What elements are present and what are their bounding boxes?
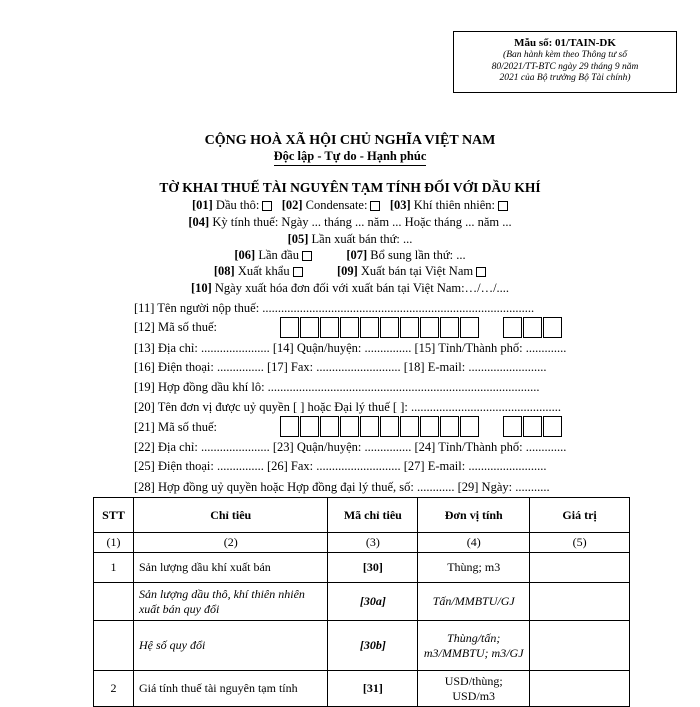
agent-contract-row[interactable]: [28] Hợp đồng uỷ quyền hoặc Hợp đồng đại lý thuế, số: ............ [29] Ngày: ........... [134, 480, 550, 494]
motto: Độc lập - Tự do - Hạnh phúc [0, 149, 700, 164]
row-stt: 2 [94, 671, 134, 707]
crude-oil-checkbox[interactable] [262, 201, 272, 211]
row-value-cell[interactable] [530, 583, 630, 621]
agent-tax-id-suffix-boxes[interactable] [503, 416, 563, 437]
row-indicator: Sản lượng dầu thô, khí thiên nhiên xuất bán quy đổi [133, 583, 327, 621]
tax-id-label: [12] Mã số thuế: [134, 320, 217, 334]
table-row [94, 553, 630, 583]
domestic-sale-checkbox[interactable] [476, 267, 486, 277]
form-reference-box [453, 31, 677, 93]
sale-number-row: [05] Lần xuất bán thứ: ... [287, 232, 413, 246]
row-value-cell[interactable] [530, 671, 630, 707]
product-type-row: [01] Dầu thô: [02] Condensate: [03] Khí thiên nhiên: [0, 198, 700, 213]
tax-period-row: [04] Kỳ tính thuế: Ngày ... tháng ... năm ... Hoặc tháng ... năm ... [188, 215, 512, 229]
row-unit: Thùng; m3 [418, 553, 530, 583]
row-code: [30] [328, 553, 418, 583]
col-number: (1) [94, 533, 134, 553]
row-indicator: Sản lượng dầu khí xuất bán [133, 553, 327, 583]
row-unit: Tấn/MMBTU/GJ [418, 583, 530, 621]
row-unit: Thùng/tấn; m3/MMBTU; m3/GJ [418, 621, 530, 671]
header-code: Mã chỉ tiêu [328, 498, 418, 533]
table-row [94, 671, 630, 707]
header-stt: STT [94, 498, 134, 533]
row-stt: 1 [94, 553, 134, 583]
row-value-cell[interactable] [530, 621, 630, 671]
col-number: (5) [530, 533, 630, 553]
header-unit: Đơn vị tính [418, 498, 530, 533]
export-checkbox[interactable] [293, 267, 303, 277]
authorized-agent-field[interactable]: [20] Tên đơn vị được uỷ quyền [ ] hoặc Đại lý thuế [ ]: ................................................ [134, 400, 561, 414]
condensate-checkbox[interactable] [370, 201, 380, 211]
form-note-line: 2021 của Bộ trưởng Bộ Tài chính) [499, 73, 631, 83]
oil-contract-field[interactable]: [19] Hợp đồng dầu khí lô: ....................................................................................... [134, 380, 540, 394]
row-code: [31] [328, 671, 418, 707]
form-note-line: (Ban hành kèm theo Thông tư số [503, 50, 627, 60]
col-number: (4) [418, 533, 530, 553]
declaration-type-row: [06] Lần đầu [07] Bổ sung lần thứ: ... [234, 248, 466, 262]
table-row [94, 621, 630, 671]
agent-address-row[interactable]: [22] Địa chỉ: ...................... [23] Quận/huyện: ............... [24] Tỉnh/Thành phố: ............. [134, 440, 567, 454]
form-title: TỜ KHAI THUẾ TÀI NGUYÊN TẠM TÍNH ĐỐI VỚI DẦU KHÍ [159, 180, 541, 195]
table-header-row [94, 498, 630, 533]
row-stt [94, 583, 134, 621]
header-value: Giá trị [530, 498, 630, 533]
agent-contact-row[interactable]: [25] Điện thoại: ............... [26] Fax: ........................... [27] E-mail: ......................... [134, 459, 547, 473]
row-indicator: Hệ số quy đổi [133, 621, 327, 671]
table-row [94, 583, 630, 621]
nation-heading: CỘNG HOÀ XÃ HỘI CHỦ NGHĨA VIỆT NAM [204, 133, 496, 148]
natural-gas-checkbox[interactable] [498, 201, 508, 211]
row-code: [30b] [328, 621, 418, 671]
row-code: [30a] [328, 583, 418, 621]
form-note-line: 80/2021/TT-BTC ngày 29 tháng 9 năm [491, 61, 639, 72]
column-number-row [94, 533, 630, 553]
row-value-cell[interactable] [530, 553, 630, 583]
tax-id-boxes[interactable] [280, 317, 480, 338]
taxpayer-name-field[interactable]: [11] Tên người nộp thuế: ....................................................................................... [134, 301, 535, 315]
col-number: (2) [133, 533, 327, 553]
row-stt [94, 621, 134, 671]
address-row[interactable]: [13] Địa chỉ: ...................... [14] Quận/huyện: ............... [15] Tỉnh/Thành phố: ............. [134, 341, 567, 355]
invoice-date-row: [10] Ngày xuất hóa đơn đối với xuất bán tại Việt Nam:…/…/.... [190, 281, 510, 295]
agent-tax-id-boxes[interactable] [280, 416, 480, 437]
agent-tax-id-label: [21] Mã số thuế: [134, 420, 217, 434]
header-indicator: Chỉ tiêu [133, 498, 327, 533]
form-code: Mẫu số: 01/TAIN-DK [514, 37, 616, 49]
row-indicator: Giá tính thuế tài nguyên tạm tính [133, 671, 327, 707]
row-unit: USD/thùng; USD/m3 [418, 671, 530, 707]
tax-id-suffix-boxes[interactable] [503, 317, 563, 338]
contact-row[interactable]: [16] Điện thoại: ............... [17] Fax: ........................... [18] E-mail: ......................... [134, 360, 547, 374]
first-time-checkbox[interactable] [302, 251, 312, 261]
sale-type-row: [08] Xuất khẩu [09] Xuất bán tại Việt Nam [0, 264, 700, 279]
tax-table [93, 497, 630, 707]
col-number: (3) [328, 533, 418, 553]
